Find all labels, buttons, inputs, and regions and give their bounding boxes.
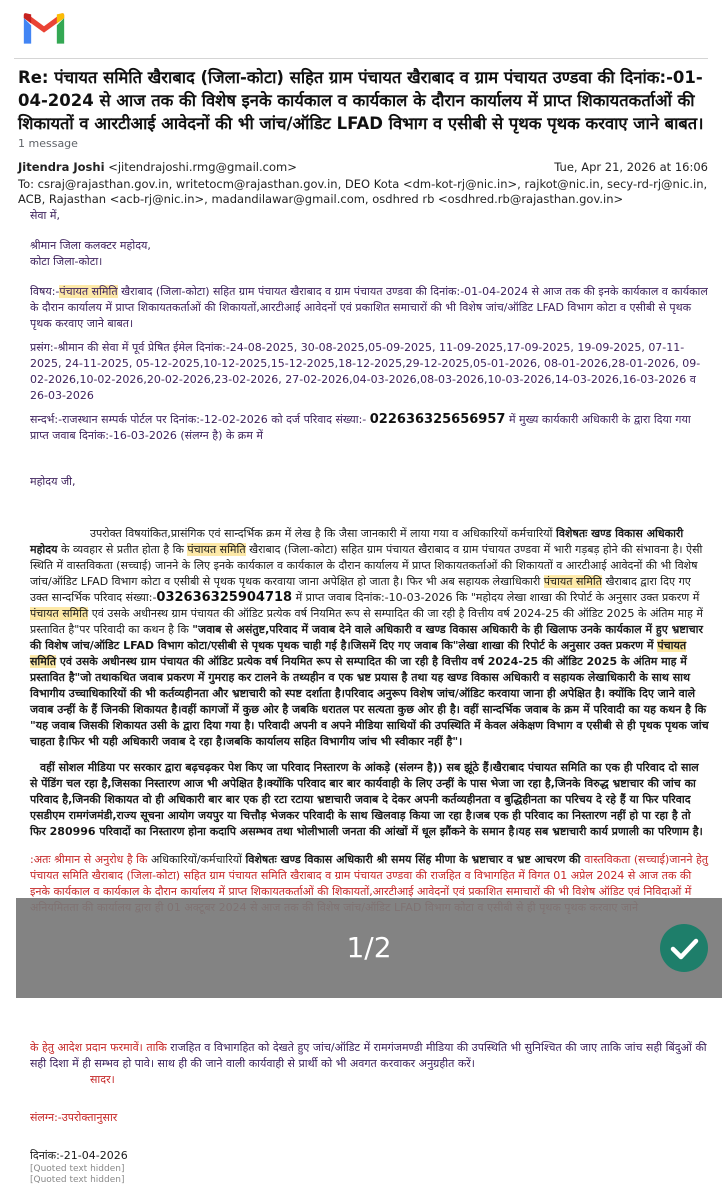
sandarbh-text-2: में मुख्य कार्यकारी अधिकारी के द्वारा दिया गया प्राप्त जवाब दिनांक:-16-03-2026 (संलग्न है) के क्रम में [30, 413, 691, 442]
page-overlay [16, 898, 722, 998]
p1-bold-h: "जवाब से असंतुष्ट,परिवाद में जवाब देने वाले अधिकारी व खण्ड विकास अधिकारी के ही खिलाफ उनके कार्यकाल में हुए भ्रष्टाचार की विशेष जांच/ऑडिट LFAD विभाग कोटा/एसीबी से पृथक पृथक चाही गई है।जिसमें दिए गए जवाब कि"लेखा शाखा की रिपोर्ट के अनुसार उक्त प्रकरण में [30, 623, 703, 652]
subject-text: खैराबाद (जिला-कोटा) सहित ग्राम पंचायत खैराबाद व ग्राम पंचायत उण्डवा की दिनांक:-01-04-2024 से आज तक की इनके कार्यकाल व कार्यकाल के दौरान कार्यालय में प्राप्त शिकायतकर्ताओं की शिकायतों,आरटीआई आवेदनों एवं प्रकाशित समाचारों की भी विशेष जांच/ऑडिट LFAD विभाग कोटा व एसीबी से पृथक पृथक करवाए जाने बाबत। [30, 285, 708, 330]
addressee-line-2: कोटा जिला-कोटा। [30, 255, 103, 268]
gmail-logo-icon [22, 12, 66, 46]
highlight-term: पंचायत समिति [543, 575, 602, 588]
email-subject: Re: पंचायत समिति खैराबाद (जिला-कोटा) सहित ग्राम पंचायत खैराबाद व ग्राम पंचायत उण्डवा की दिनांक:-01-04-2024 से आज तक की विशेष इनके कार्यकाल व कार्यकाल के दौरान कार्यालय में प्राप्त शिकायतकर्ताओं की शिकायतों व आरटीआई आवेदनों की भी जांच/ऑडिट LFAD विभाग व एसीबी से पृथक पृथक करवाए जाने बाबत। [18, 68, 704, 133]
email-header [18, 160, 708, 207]
attachment-line: संलग्न:-उपरोक्तानुसार [30, 1111, 118, 1124]
p1-text-d: खैराबाद (जिला-कोटा) सहित ग्राम पंचायत खैराबाद व ग्राम पंचायत उण्डवा में भारी गड़बड़ होने की संभावना है। ऐसी स्थिति में वास्तविकता (सच्चाई) जानने के लिए इनके कार्यकाल व कार्यकाल के दौरान कार्यालय में प्राप्त शिकायतकर्ताओं की शिकायतों व आरटीआई आवेदनों की भी विशेष जांच/ऑडिट LFAD विभाग कोटा व एसीबी से पृथक पृथक करवाया जाना अपेक्षित हो जाता है। फिर भी अब सहायक लेखाधिकारी [30, 543, 703, 588]
cont-red-text: के हेतु आदेश प्रदान फरमावें। ताकि [30, 1041, 167, 1054]
p3-bold-c: विशेषतः खण्ड विकास अधिकारी श्री समय सिंह मीणा के भ्रष्टाचार व भ्रष्ट आचरण की [245, 853, 585, 866]
subject-prefix: विषय:- [30, 285, 60, 298]
complaint-number-2: 032636325904718 [156, 590, 293, 605]
p1-bold-a: विशेषतः खण्ड विकास अधिकारी महोदय [30, 527, 684, 556]
sadar: सादर। [90, 1073, 115, 1086]
quoted-text-hidden[interactable]: [Quoted text hidden] [30, 1164, 125, 1174]
p3-text-d: वास्तविकता (सच्चाई)जानने हेतु पंचायत समिति खैराबाद (जिला-कोटा) सहित ग्राम पंचायत समिति खैराबाद व ग्राम पंचायत उण्डवा की राजहित व विभागहित में विगत 01 अप्रेल 2024 से आज तक की इनके कार्यकाल व कार्यकाल के दौरान कार्यालय में प्राप्त शिकायतकर्ताओं की शिकायतों,आरटीआई आवेदनों एवं प्रकाशित समाचारों की भी विशेष ऑडिट एवं निविदाओं में [30, 853, 709, 898]
cont-text: राजहित व विभागहित को देखते हुए जांच/ऑडिट में रामगंजमण्डी मीडिया की उपस्थिति भी सुनिश्चित की जाए ताकि जांच सही बिंदुओं की सही दिशा में ही सम्भव हो पावे। साथ ही की जाने वाली कार्यवाही से प्रार्थी को भी अवगत करवाकर अनुग्रहीत करें। [30, 1041, 707, 1070]
subject-line [30, 284, 710, 332]
highlight-term: पंचायत समिति [187, 543, 246, 556]
complaint-number: 022636325656957 [369, 412, 506, 427]
sender-name[interactable]: Jitendra Joshi [18, 160, 105, 174]
header-divider [14, 58, 708, 59]
p3-text-b: अधिकारियों/कर्मचारियों [150, 853, 246, 866]
page-2-content [30, 1040, 710, 1186]
email-body [30, 208, 710, 916]
email-date: Tue, Apr 21, 2026 at 16:06 [554, 160, 708, 174]
p1-text-a: उपरोक्त विषयांकित,प्रासंगिक एवं सान्दर्भिक क्रम में लेख है कि जैसा जानकारी में लाया गया व अधिकारियों कर्मचारियों [90, 527, 557, 540]
message-count: 1 message [18, 137, 78, 150]
sandarbh-line [30, 412, 710, 444]
continuation [30, 1040, 710, 1072]
reference-dates: प्रसंग:-श्रीमान की सेवा में पूर्व प्रेषित ईमेल दिनांक:-24-08-2025, 30-08-2025,05-09-2025, 11-09-2025,17-09-2025, 19-09-2025, 07-11-2025, 24-11-2025, 05-12-2025,10-12-2025,15-12-2025,18-12-2025,29-12-2025,05-01-2026, 08-01-2026,28-01-2026, 09-02-2026,10-02-2026,20-02-2026,23-02-2026, 27-02-2026,04-03-2026,08-03-2026,10-03-2026,14-03-2026,16-03-2026 व 26-03-2026 [30, 341, 701, 402]
highlight-term: पंचायत समिति [30, 639, 687, 668]
greeting: महोदय जी, [30, 475, 76, 488]
p3-text-a: :अतः श्रीमान से अनुरोध है कि [30, 853, 151, 866]
paragraph-1 [30, 526, 710, 750]
sandarbh-text: सन्दर्भ:-राजस्थान सम्पर्क पोर्टल पर दिनांक:-12-02-2026 को दर्ज परिवाद संख्या:- [30, 413, 370, 426]
p1-bold-i: एवं उसके अधीनस्थ ग्राम पंचायत की ऑडिट प्रत्येक वर्ष नियमित रूप से सम्पादित की जा रही है वित्तीय वर्ष 2024-25 की ऑडिट 2025 के अंतिम माह में प्रस्तावित है"जो तथाकथित जवाब प्रकरण में गुमराह कर टालने के तथ्यहीन व एक भ्रष्ट प्रयास है तथा यह खण्ड विकास अधिकारी व सहायक लेखाधिकारी के साथ साथ विभागीय उच्चाधिकारियों की भी कर्तव्यहीनता और भ्रष्टाचारी को स्पष्ट दर्शाता है।परिवाद अनुरूप विशेष जांच/ऑडिट करवाया जाना ही अपेक्षित है। क्योंकि दिए जाने वाले जवाब उन्हीं के हैं जिनकी शिकायत है।वहीं कागजों में कुछ ओर है जबकि धरातल पर सत्यता कुछ ओर ही है। वहीं सान्दर्भिक जवाब के क्रम में परिवादी का यह कथन है कि "यह जवाब जिसकी शिकायत उसी के द्वारा दिया गया है। परिवादी अपनी व अपने मीडिया साथियों की उपस्थिति में केवल अंकेक्षण विभाग व एसीबी से ही पृथक पृथक जांच चाहता है।फिर भी यही अधिकारी जवाब दे रहा है।जबकि कार्यालय सहित विभागीय जांच भी स्वीकार नहीं है"। [30, 655, 709, 748]
signature-date: दिनांक:-21-04-2026 [30, 1149, 128, 1162]
p1-text-e: खैराबाद द्वारा दिए गए उक्त सान्दर्भिक परिवाद संख्या:- [30, 575, 691, 604]
quoted-text-hidden[interactable]: [Quoted text hidden] [30, 1175, 125, 1185]
salutation: सेवा में, [30, 209, 60, 222]
p1-text-c: के व्यवहार से प्रतीत होता है कि [57, 543, 188, 556]
sender-email[interactable]: <jitendrajoshi.rmg@gmail.com> [108, 160, 297, 174]
p1-text-f: में प्राप्त जवाब दिनांक:-10-03-2026 कि "महोदय लेखा शाखा की रिपोर्ट के अनुसार उक्त प्रकरण में [292, 591, 700, 604]
recipients: To: csraj@rajasthan.gov.in, writetocm@rajasthan.gov.in, DEO Kota <dm-kot-rj@nic.in>, rajkot@nic.in, secy-rd-rj@nic.in, ACB, Rajasthan <acb-rj@nic.in>, madandilawar@gmail.com, osdhred rb <osdhred.rb@rajasthan.gov.in> [18, 177, 708, 206]
paragraph-2: वहीं सोशल मीडिया पर सरकार द्वारा बढ़चढ़कर पेश किए जा परिवाद निस्तारण के आंकड़े (संलग्न है)) सब झूंठे हैं।खैराबाद पंचायत समिति का एक ही परिवाद दो साल से पेंडिंग चल रहा है,जिसका निस्तारण आज भी अपेक्षित है।क्योंकि परिवाद बार बार कार्यवाही के लिए उन्हीं के पास भेजा जा रहा है,जिनके विरुद्ध भ्रष्टाचार की जांच का परिवाद है,जिनकी शिकायत वो ही अधिकारी बार बार एक ही रटा रटाया भ्रष्टाचारी जवाब दे देकर अपनी कर्तव्यहीनता व बुद्धिहीनता का परिचय दे रहे हैं या फिर परिवाद एसडीएम रामगंजमंडी,राज्य सूचना आयोग जयपुर या चित्तौड़ भेजकर परिवादी के साथ खिलवाड़ किया जा रहा है।जब एक ही परिवाद का निस्तारण नहीं हो पा रहा है तो फिर 280996 परिवादों का निस्तारण होना कदापि असम्भव तथा भोलीभाली जनता की आंखों में धूल झौंकने के समान है।यह सब भ्रष्टाचारी कार्य प्रणाली का परिणाम है। [30, 761, 703, 838]
checkmark-icon[interactable] [660, 924, 708, 972]
highlight-term: पंचायत समिति [59, 285, 118, 298]
highlight-term: पंचायत समिति [30, 607, 89, 620]
addressee-line-1: श्रीमान जिला कलक्टर महोदय, [30, 239, 151, 252]
page-indicator: 1/2 [346, 931, 392, 964]
p1-text-g: एवं उसके अधीनस्थ ग्राम पंचायत की ऑडिट प्रत्येक वर्ष नियमित रूप से सम्पादित की जा रही है वित्तीय वर्ष 2024-25 की ऑडिट 2025 के अंतिम माह में प्रस्तावित है"पर परिवादी का कथन है कि [30, 607, 703, 636]
